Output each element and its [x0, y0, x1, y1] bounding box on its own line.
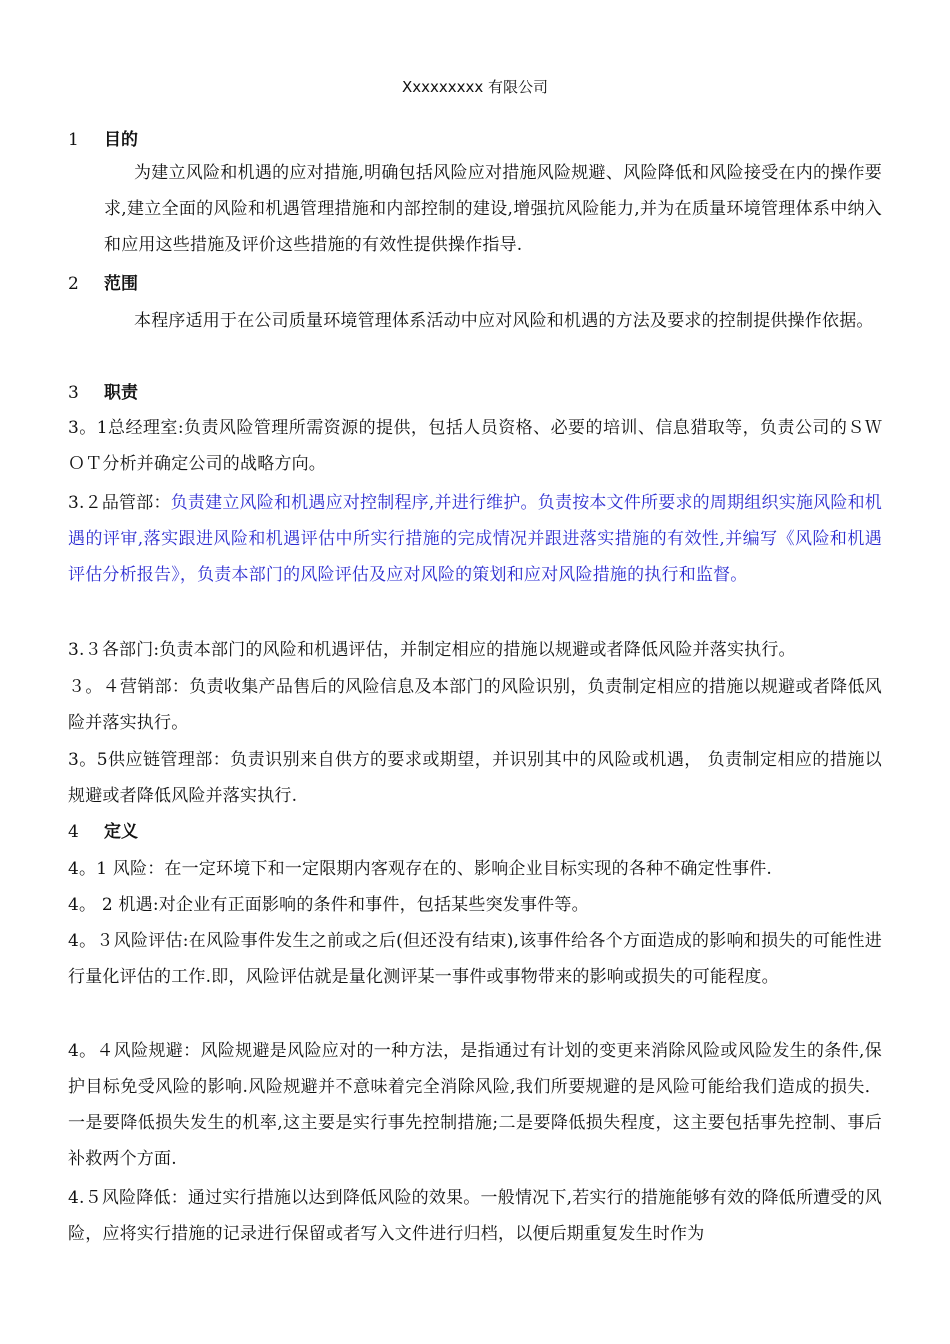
section-number: 1	[68, 130, 79, 150]
section-heading-definitions	[68, 819, 138, 845]
section-number: 2	[68, 274, 79, 294]
item-lead: 3.２品管部：	[68, 493, 171, 513]
section-number: 3	[68, 383, 79, 403]
section-title: 定义	[104, 822, 138, 842]
definition-item: 4。 2 机遇:对企业有正面影响的条件和事件，包括某些突发事件等。	[68, 895, 589, 915]
responsibility-item: ３。４营销部：负责收集产品售后的风险信息及本部门的风险识别，负责制定相应的措施以规避或者降低风险并落实执行。	[68, 677, 882, 733]
section-heading-scope	[68, 271, 138, 297]
responsibility-item: 3.３各部门:负责本部门的风险和机遇评估，并制定相应的措施以规避或者降低风险并落实执行。	[68, 640, 796, 660]
section-heading-responsibilities	[68, 380, 138, 406]
definition-item: 4。４风险规避：风险规避是风险应对的一种方法，是指通过有计划的变更来消除风险或风险发生的条件,保护目标免受风险的影响.风险规避并不意味着完全消除风险,我们所要规避的是风险可能给我们造成的损失．一是要降低损失发生的机率,这主要是实行事先控制措施;二是要降低损失程度，这主要包括事先控制、事后补救两个方面.	[68, 1041, 882, 1169]
definition-item: 4。1 风险：在一定环境下和一定限期内客观存在的、影响企业目标实现的各种不确定性事件.	[68, 859, 773, 879]
section-number: 4	[68, 822, 79, 842]
item-text: 负责建立风险和机遇应对控制程序,并进行维护。负责按本文件所要求的周期组织实施风险和机遇的评审,落实跟进风险和机遇评估中所实行措施的完成情况并跟进落实措施的有效性,并编写《风险和机遇评估分析报告》，负责本部门的风险评估及应对风险的策划和应对风险措施的执行和监督。	[68, 493, 882, 585]
purpose-paragraph: 为建立风险和机遇的应对措施,明确包括风险应对措施风险规避、风险降低和风险接受在内的操作要求,建立全面的风险和机遇管理措施和内部控制的建设,增强抗风险能力,并为在质量环境管理体系中纳入和应用这些措施及评价这些措施的有效性提供操作指导.	[104, 163, 882, 255]
company-title: Xxxxxxxxx 有限公司	[401, 78, 549, 96]
responsibility-item-highlighted	[68, 485, 882, 593]
section-title: 范围	[104, 274, 138, 294]
definition-item: 4.５风险降低：通过实行措施以达到降低风险的效果。一般情况下,若实行的措施能够有效的降低所遭受的风险，应将实行措施的记录进行保留或者写入文件进行归档，以便后期重复发生时作为	[68, 1188, 882, 1244]
section-title: 目的	[104, 130, 138, 150]
section-title: 职责	[104, 383, 138, 403]
responsibility-item: 3。1总经理室:负责风险管理所需资源的提供，包括人员资格、必要的培训、信息猎取等，负责公司的ＳＷＯＴ分析并确定公司的战略方向。	[68, 418, 882, 474]
definition-item: 4。３风险评估:在风险事件发生之前或之后(但还没有结束),该事件给各个方面造成的影响和损失的可能性进行量化评估的工作.即，风险评估就是量化测评某一事件或事物带来的影响或损失的可能程度。	[68, 931, 882, 987]
scope-paragraph: 本程序适用于在公司质量环境管理体系活动中应对风险和机遇的方法及要求的控制提供操作依据。	[134, 311, 874, 331]
responsibility-item: 3。5供应链管理部：负责识别来自供方的要求或期望，并识别其中的风险或机遇， 负责制定相应的措施以规避或者降低风险并落实执行.	[68, 750, 882, 806]
section-heading-purpose	[68, 127, 138, 153]
